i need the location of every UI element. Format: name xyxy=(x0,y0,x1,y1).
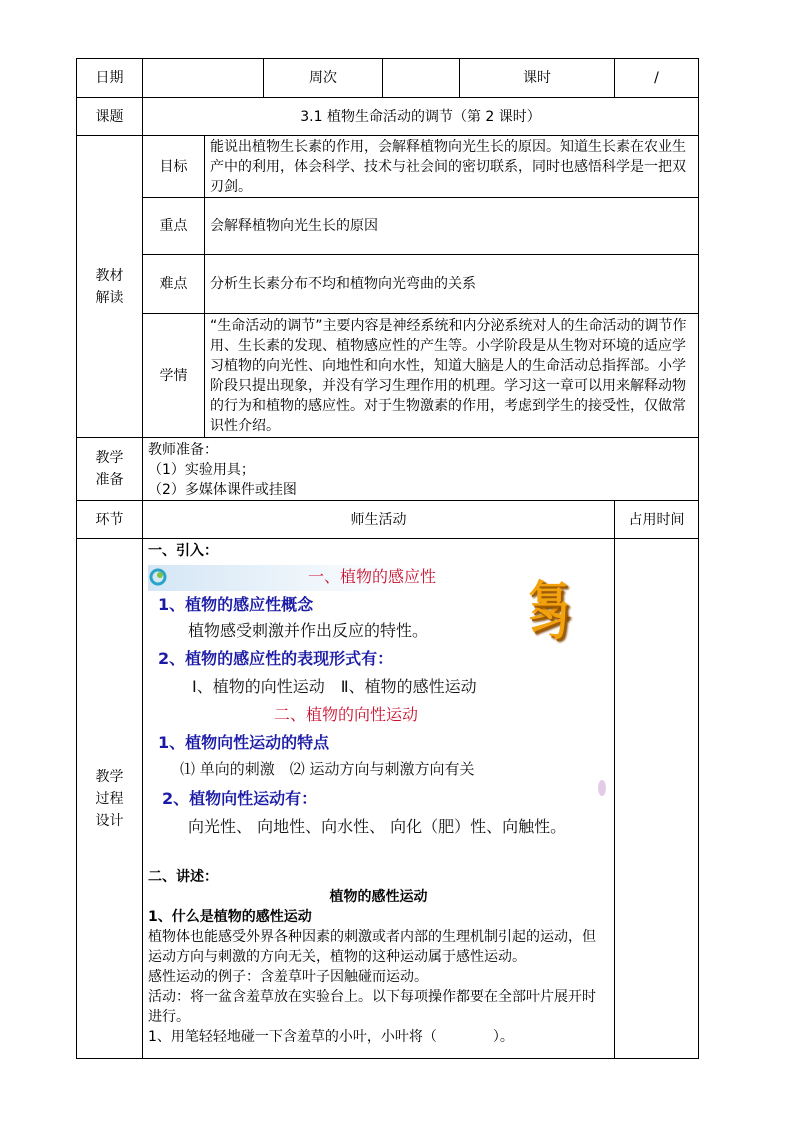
learner-text: “生命活动的调节”主要内容是神经系统和内分泌系统对人的生命活动的调节作用、生长素的发现、植物感应性的产生等。小学阶段是从生物对环境的适应学习植物的向光性、向地性和向水性，知道大脑是人的生命活动总指挥部。小学阶段只提出现象，并没有学习生理作用的机理。学习这一章可以用来解释动物的行为和植物的感应性。对于生物激素的作用，考虑到学生的接受性，仅做常识性介绍。 xyxy=(205,314,699,438)
process-label-text: 教学过程设计 xyxy=(95,768,124,829)
review-stamp: 复习 xyxy=(528,576,573,645)
header-row xyxy=(77,59,699,98)
intro-heading: 一、引入： xyxy=(148,543,218,559)
prep-row xyxy=(77,438,699,501)
time-cell xyxy=(615,539,699,1059)
slide-item-1-title: 1、植物的感应性概念 xyxy=(158,595,314,614)
slide-item-1-text: 植物感受刺激并作出反应的特性。 xyxy=(188,621,429,640)
slide-item-2-title: 2、植物的感应性的表现形式有： xyxy=(158,649,394,668)
topic-value: 3.1 植物生命活动的调节（第 2 课时） xyxy=(143,98,699,136)
topic-row xyxy=(77,98,699,136)
slide-logo-icon xyxy=(148,567,168,593)
prep-line: （1）实验用具； xyxy=(148,462,255,478)
week-label: 周次 xyxy=(264,59,383,98)
slide-item-3-text: ⑴ 单向的刺激 ⑵ 运动方向与刺激方向有关 xyxy=(180,760,475,778)
week-value xyxy=(383,59,460,98)
goal-row xyxy=(77,136,699,198)
learner-label: 学情 xyxy=(143,314,205,438)
slide-item-4-text: 向光性、 向地性、向水性、 向化（肥）性、向触性。 xyxy=(188,817,567,836)
goal-text: 能说出植物生长素的作用，会解释植物向光生长的原因。知道生长素在农业生产中的利用，体会科学、技术与社会间的密切联系，同时也感悟科学是一把双刃剑。 xyxy=(205,136,699,198)
slide-heading-2: 二、植物的向性运动 xyxy=(274,705,419,724)
step-header: 环节 xyxy=(77,501,143,539)
section-2-heading: 二、讲述： xyxy=(148,869,218,885)
analysis-label-text: 教材解读 xyxy=(95,267,124,306)
review-slide xyxy=(148,561,609,867)
question-1: 1、什么是植物的感性运动 xyxy=(148,909,312,925)
paragraph-2: 感性运动的例子：含羞草叶子因触碰而运动。 xyxy=(148,969,428,985)
prep-line: （2）多媒体课件或挂图 xyxy=(148,482,297,498)
key-point-text: 会解释植物向光生长的原因 xyxy=(205,198,699,255)
slide-item-4-title: 2、植物向性运动有： xyxy=(162,789,318,808)
date-value xyxy=(143,59,264,98)
time-header: 占用时间 xyxy=(615,501,699,539)
paragraph-3: 活动：将一盆含羞草放在实验台上。以下每项操作都要在全部叶片展开时进行。 xyxy=(148,989,596,1025)
lesson-plan-table xyxy=(76,58,699,1059)
prep-line: 教师准备： xyxy=(148,442,218,458)
slide-item-2-text: Ⅰ、植物的向性运动 Ⅱ、植物的感性运动 xyxy=(192,677,477,696)
slide-heading-1: 一、植物的感应性 xyxy=(308,567,437,586)
date-label: 日期 xyxy=(77,59,143,98)
prep-label xyxy=(77,438,143,501)
difficulty-label: 难点 xyxy=(143,255,205,314)
difficulty-row xyxy=(77,255,699,314)
learner-row xyxy=(77,314,699,438)
key-point-row xyxy=(77,198,699,255)
process-label xyxy=(77,539,143,1059)
paragraph-1: 植物体也能感受外界各种因素的刺激或者内部的生理机制引起的运动，但运动方向与刺激的方向无关，植物的这种运动属于感性运动。 xyxy=(148,929,596,965)
topic-label: 课题 xyxy=(77,98,143,136)
lesson-plan-page xyxy=(76,58,698,1059)
analysis-label xyxy=(77,136,143,438)
process-header-row xyxy=(77,501,699,539)
prep-label-text: 教学准备 xyxy=(95,450,124,488)
prep-content xyxy=(143,438,699,501)
section-2-title: 植物的感性运动 xyxy=(329,889,428,905)
slide-item-3-title: 1、植物向性运动的特点 xyxy=(158,733,330,752)
key-point-label: 重点 xyxy=(143,198,205,255)
activity-header: 师生活动 xyxy=(143,501,615,539)
flower-decoration-icon xyxy=(594,779,610,807)
period-value: / xyxy=(615,59,699,98)
process-content xyxy=(143,539,615,1059)
process-row xyxy=(77,539,699,1059)
goal-label: 目标 xyxy=(143,136,205,198)
difficulty-text: 分析生长素分布不均和植物向光弯曲的关系 xyxy=(205,255,699,314)
paragraph-4: 1、用笔轻轻地碰一下含羞草的小叶，小叶将（ ）。 xyxy=(148,1029,514,1045)
period-label: 课时 xyxy=(460,59,615,98)
